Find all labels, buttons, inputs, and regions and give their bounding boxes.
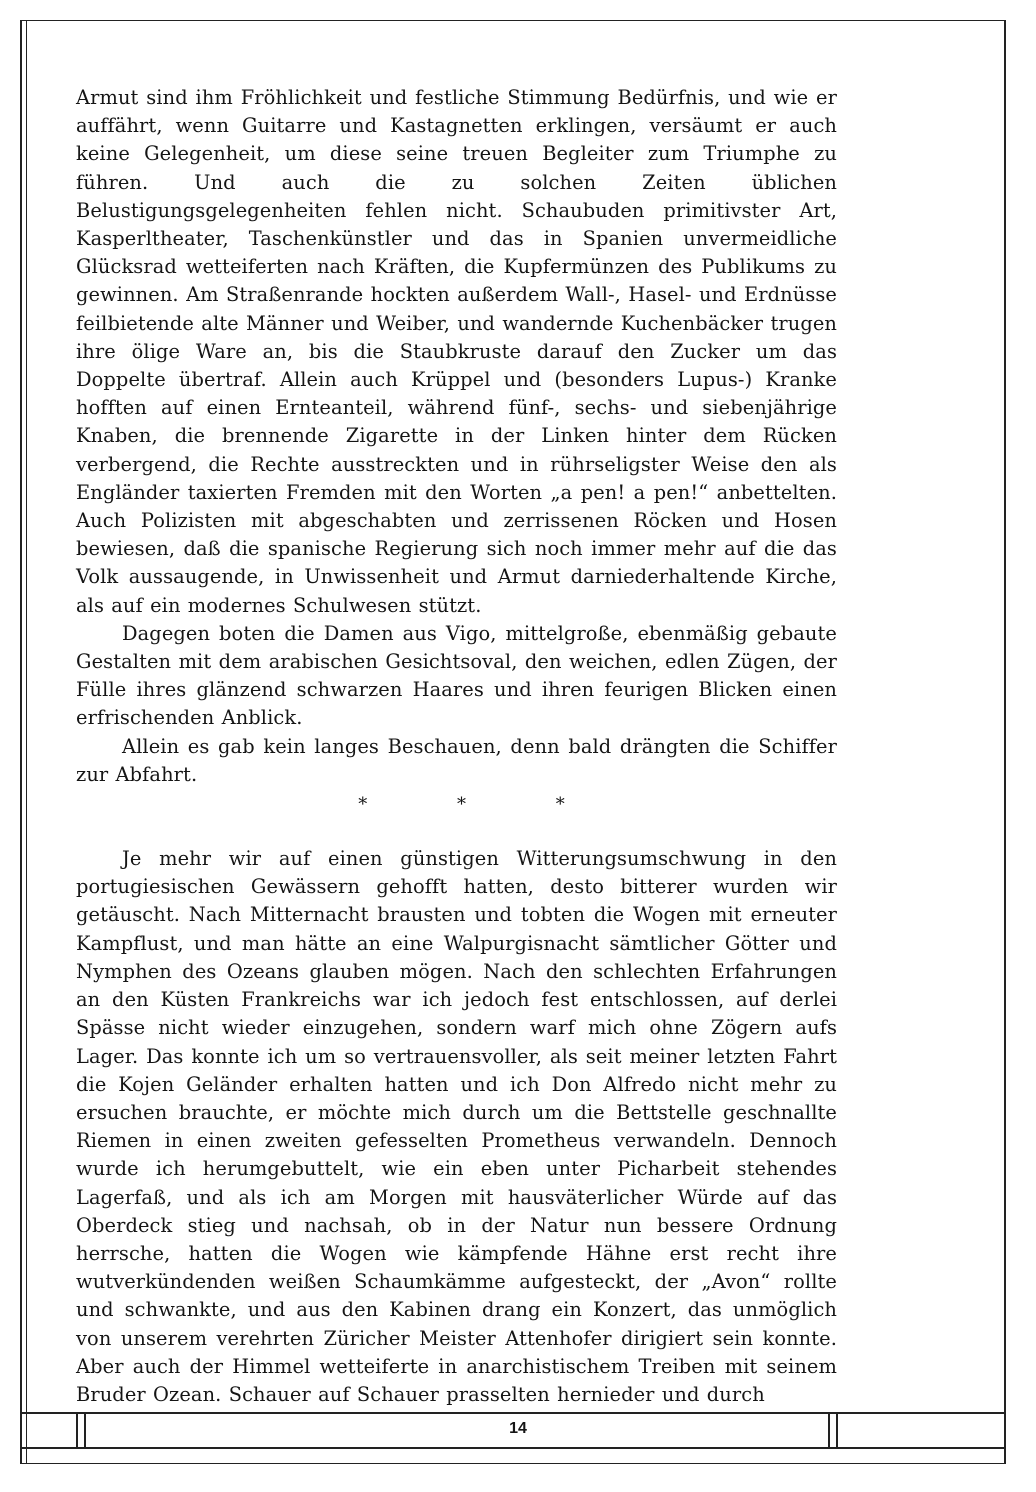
page-frame-bottom-rule (20, 1447, 1006, 1449)
page-frame-top (20, 20, 1004, 21)
page-body (76, 84, 837, 1409)
paragraph: Dagegen boten die Damen aus Vigo, mittelgroße, ebenmäßig gebaute Gestalten mit dem arabischen Gesichtsoval, den weichen, edlen Zügen, der Fülle ihres glänzend schwarzen Haares und ihren feurigen Blicken einen erfrischenden Anblick. (76, 621, 837, 730)
paragraph: Je mehr wir auf einen günstigen Witterungsumschwung in den portugiesischen Gewässern gehofft hatten, desto bitterer wurden wir getäuscht. Nach Mitternacht brausten und tobten die Wogen mit erneuter Kampflust, und man hätte an eine Walpurgisnacht sämtlicher Götter und Nymphen des Ozeans glauben mögen. Nach den schlechten Erfahrungen an den Küsten Frankreichs war ich jedoch fest entschlossen, auf derlei Spässe nicht wieder einzugehen, sondern warf mich ohne Zögern aufs Lager. Das konnte ich um so vertrauensvoller, als seit meiner letzten Fahrt die Kojen Geländer erhalten hatten und ich Don Alfredo nicht mehr zu ersuchen brauchte, er möchte mich durch um die Bettstelle geschnallte Riemen in einen zweiten gefesselten Prometheus verwandeln. Dennoch wurde ich herumgebuttelt, wie ein eben unter Picharbeit stehendes Lagerfaß, und als ich am Morgen mit hausväterlicher Würde auf das Oberdeck stieg und nachsah, ob in der Natur nun bessere Ordnung herrsche, hatten die Wogen wie kämpfende Hähne erst recht ihre wutverkündenden weißen Schaumkämme aufgesteckt, der „Avon“ rollte und schwankte, und aus den Kabinen drang ein Konzert, das unmöglich von unserem verehrten Züricher Meister Attenhofer dirigiert sein konnte. Aber auch der Himmel wetteiferte in anarchistischem Treiben mit seinem Bruder Ozean. Schauer auf Schauer prasselten hernieder und durch (76, 847, 837, 1406)
paragraph: Allein es gab kein langes Beschauen, denn bald drängten die Schiffer zur Abfahrt. (76, 734, 837, 786)
page-frame-bottom-rule (20, 1463, 1006, 1464)
page-number: 14 (509, 1420, 527, 1437)
page-frame-left-inner (26, 20, 27, 1464)
page-frame-left-outer (20, 20, 22, 1464)
page-frame-right (1004, 20, 1006, 1464)
page-frame-bottom-rule (20, 1412, 1006, 1414)
paragraph: Armut sind ihm Fröhlichkeit und festliche Stimmung Bedürfnis, und wie er auffährt, wenn Guitarre und Kastagnetten erklingen, versäumt er auch keine Gelegenheit, um diese seine treuen Begleiter zum Triumphe zu führen. Und auch die zu solchen Zeiten üblichen Belustigungsgelegenheiten fehlen nicht. Schaubuden primitivster Art, Kasperltheater, Taschenkünstler und das in Spanien unvermeidliche Glücksrad wetteiferten nach Kräften, die Kupfermünzen des Publikums zu gewinnen. Am Straßenrande hockten außerdem Wall-, Hasel- und Erdnüsse feilbietende alte Männer und Weiber, und wandernde Kuchenbäcker trugen ihre ölige Ware an, bis die Staubkruste darauf den Zucker um das Doppelte übertraf. Allein auch Krüppel und (besonders Lupus-) Kranke hofften auf einen Ernteanteil, während fünf-, sechs- und siebenjährige Knaben, die brennende Zigarette in der Linken hinter dem Rücken verbergend, die Rechte ausstreckten und in rührseligster Weise den als Engländer taxierten Fremden mit den Worten „a pen! a pen!“ anbettelten. Auch Polizisten mit abgeschabten und zerrissenen Röcken und Hosen bewiesen, daß die spanische Regierung sich noch immer mehr auf die das Volk aussaugende, in Unwissenheit und Armut darniederhaltende Kirche, als auf ein modernes Schulwesen stützt. (76, 86, 837, 617)
section-separator: * * * (358, 794, 607, 816)
